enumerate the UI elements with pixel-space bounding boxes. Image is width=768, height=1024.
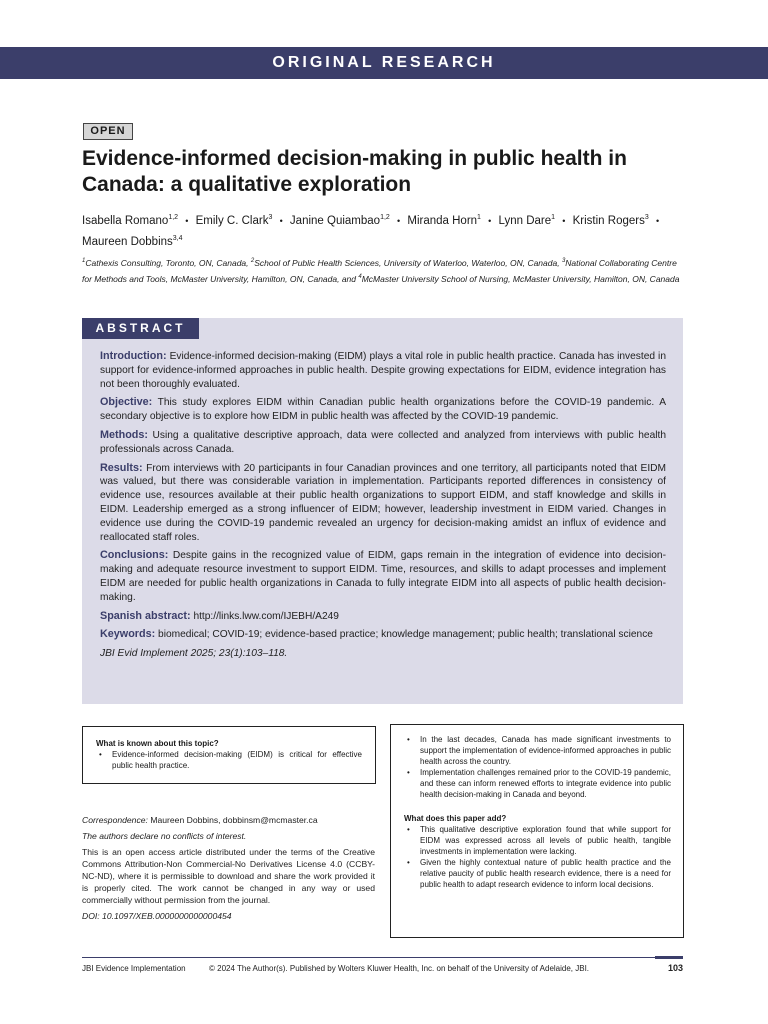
doi-link[interactable]: DOI: 10.1097/XEB.0000000000000454 [82, 911, 232, 921]
abstract-introduction [100, 350, 666, 391]
section-label: Keywords: [100, 628, 156, 641]
author-separator: • [562, 215, 566, 226]
list-item: • In the last decades, Canada has made significant investments to support the implementation of evidence-informed approaches in public health across the country. [404, 734, 671, 767]
affiliation-text: National Collaborating Centre for Methods and Tools, McMaster University, Hamilton, ON, Canada, and [82, 257, 677, 284]
affiliation-text: McMaster University School of Nursing, McMaster University, Hamilton, ON, Canada [361, 273, 680, 284]
affiliation-number: 3 [561, 258, 566, 264]
box-list [404, 734, 671, 800]
list-item: • This qualitative descriptive exploration found that while support for EIDM was expressed across all levels of public health, tangible investments in implementation were lacking. [404, 824, 671, 857]
section-text: Despite gains in the recognized value of EIDM, gaps remain in the integration of evidence into decision-making and adequate resource investment to support EIDM. Time, resources, and skills to adapt processes and implement EIDM are needed for public health organizations in Canada to fully integrate EIDM into all aspects of public health decision-making. [100, 550, 666, 603]
author-separator: • [488, 215, 492, 226]
section-label: Results: [100, 461, 143, 474]
correspondence-line [82, 814, 375, 826]
box-heading: What does this paper add? [404, 814, 507, 823]
box-list [404, 824, 671, 890]
abstract-methods [100, 429, 666, 457]
footer-accent [655, 956, 683, 959]
section-text: Evidence-informed decision-making (EIDM) plays a vital role in public health practice. Canada has invested in support for evidence-informed approaches in public health. Despite growing expectations for EIDM, evidence integration has not been thoroughly evaluated. [100, 351, 666, 390]
author-name: Miranda Horn [407, 214, 478, 227]
abstract-spanish [100, 610, 666, 624]
abstract-conclusions [100, 549, 666, 604]
abstract-results [100, 462, 666, 545]
author-name: Janine Quiambao [289, 214, 381, 227]
abstract-citation [100, 647, 666, 661]
section-label: Conclusions: [100, 549, 169, 562]
affiliation-number: 2 [250, 258, 255, 264]
section-text: This study explores EIDM within Canadian public health organizations before the COVID-19 pandemic. A secondary objective is to explore how EIDM in public health was affected by the COVID-19 pandemic. [100, 397, 666, 423]
open-access-badge: OPEN [83, 123, 133, 140]
affiliation-text: School of Public Health Sciences, University of Waterloo, Waterloo, ON, Canada, [254, 257, 562, 268]
author-separator: • [397, 215, 401, 226]
author-name: Emily C. Clark [195, 214, 269, 227]
author-affiliation-ref: 3 [644, 214, 649, 221]
author-separator: • [655, 215, 660, 226]
box-heading: What is known about this topic? [96, 739, 219, 748]
abstract-keywords [100, 628, 666, 642]
author-affiliation-ref: 1,2 [380, 214, 390, 221]
paper-adds-box [390, 724, 684, 938]
author-affiliation-ref: 1 [551, 214, 556, 221]
known-topic-box [82, 726, 376, 784]
affiliations [82, 254, 688, 286]
section-label: Methods: [100, 428, 148, 441]
author-affiliation-ref: 3,4 [172, 234, 183, 242]
section-text: biomedical; COVID-19; evidence-based practice; knowledge management; public health; translational science [155, 629, 653, 641]
abstract-section [82, 318, 683, 704]
list-item: • Given the highly contextual nature of public health practice and the relative paucity of public health research evidence, there is a need for public health to adapt research evidence to inform local decisions. [404, 857, 671, 890]
article-title: Evidence-informed decision-making in public health in Canada: a qualitative exploration [82, 147, 627, 196]
section-label: Spanish abstract: [100, 609, 191, 622]
author-name: Maureen Dobbins [82, 235, 173, 248]
author-list [82, 209, 692, 251]
citation-journal: JBI Evid Implement [100, 648, 188, 660]
footer-copyright: © 2024 The Author(s). Published by Wolters Kluwer Health, Inc. on behalf of the University of Adelaide, JBI. [209, 964, 590, 973]
correspondence-contact[interactable]: Maureen Dobbins, dobbinsm@mcmaster.ca [147, 815, 318, 825]
box-list [96, 749, 362, 771]
author-affiliation-ref: 1 [477, 214, 481, 221]
list-item: • Evidence-informed decision-making (EIDM) is critical for effective public health practice. [96, 749, 362, 771]
spanish-abstract-link[interactable]: http://links.lww.com/IJEBH/A249 [190, 610, 339, 622]
affiliation-number: 4 [358, 273, 362, 280]
section-text: Using a qualitative descriptive approach, data were collected and analyzed from interviews with public health professionals across Canada. [100, 429, 666, 455]
page-number: 103 [667, 963, 683, 973]
footer-divider [82, 957, 683, 958]
author-name: Lynn Dare [498, 214, 552, 227]
citation-details: 2025; 23(1):103–118. [187, 648, 288, 660]
abstract-objective [100, 396, 666, 424]
author-name: Isabella Romano [82, 214, 169, 227]
affiliation-text: Cathexis Consulting, Toronto, ON, Canada, [85, 257, 251, 268]
section-banner: ORIGINAL RESEARCH [0, 47, 768, 79]
correspondence-notes [82, 814, 375, 926]
footer-journal: JBI Evidence Implementation [82, 964, 186, 973]
author-separator: • [279, 215, 283, 226]
section-label: Introduction: [100, 350, 167, 362]
section-text: From interviews with 20 participants in four Canadian provinces and one territory, all participants noted that EIDM was valued, but there was considerable variation in implementation. Participants reported differences in consistency of evidence use, resources available at their public health organizations to support EIDM, and staff knowledge and skills in EIDM. Leadership emerged as a strong influencer of EIDM; however, leadership investment in EIDM varied. Changes in evidence use during the COVID-19 pandemic revealed an urgency for decision-making amidst an influx of evidence and reallocated staff roles. [100, 462, 666, 543]
author-affiliation-ref: 3 [268, 214, 273, 221]
license-statement: This is an open access article distributed under the terms of the Creative Commons Attribution-Non Commercial-No Derivatives License 4.0 (CCBY-NC-ND), where it is permissible to download and share the work provided it is properly cited. The work cannot be changed in any way or used commercially without permission from the journal. [82, 847, 375, 905]
section-label: Objective: [100, 396, 153, 409]
author-name: Kristin Rogers [572, 214, 645, 227]
abstract-heading: ABSTRACT [82, 318, 199, 339]
author-separator: • [185, 215, 189, 226]
list-item: • Implementation challenges remained prior to the COVID-19 pandemic, and these can inform renewed efforts to integrate evidence into public health decision-making in Canada and beyond. [404, 767, 671, 800]
author-affiliation-ref: 1,2 [168, 214, 179, 221]
abstract-body [100, 350, 666, 666]
correspondence-label: Correspondence: [82, 815, 148, 825]
affiliation-number: 1 [82, 258, 86, 264]
conflicts-statement: The authors declare no conflicts of interest. [82, 831, 247, 841]
